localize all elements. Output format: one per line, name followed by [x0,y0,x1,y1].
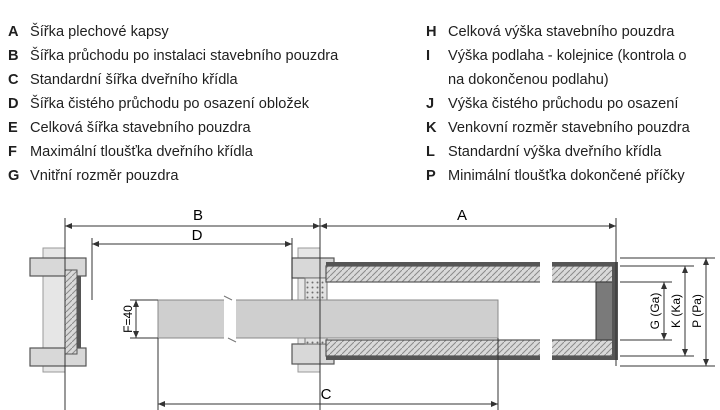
legend-item-c [8,72,238,88]
legend-text: Standardní výška dveřního křídla [448,144,662,160]
legend-key: E [8,120,18,136]
legend-key: L [426,144,435,160]
legend-key: D [8,96,19,112]
dimension-label-d: D [191,227,203,244]
legend-key: P [426,168,436,184]
legend-text: Standardní šířka dveřního křídla [30,72,238,88]
legend [0,0,720,190]
legend-item-i-continued [426,72,609,88]
legend-item-e [8,120,251,136]
dimension-label-c: C [320,386,332,403]
left-jamb [30,248,86,372]
dimension-label-a: A [456,207,468,224]
legend-item-j [426,96,678,112]
legend-text: Šířka plechové kapsy [30,24,169,40]
legend-item-l [426,144,661,160]
legend-key: C [8,72,19,88]
legend-key: J [426,96,435,112]
legend-key: A [8,24,19,40]
legend-item-d [8,96,309,112]
door-leaf [158,296,498,342]
legend-item-i [426,48,687,64]
legend-key: G [8,168,20,184]
legend-text: Výška čistého průchodu po osazení [448,96,679,112]
legend-item-h [426,24,674,40]
legend-text: Celková šířka stavebního pouzdra [30,120,251,136]
legend-text: Venkovní rozměr stavebního pouzdra [448,120,690,136]
legend-key: K [426,120,437,136]
dimension-label-b: B [192,207,204,224]
legend-item-a [8,24,169,40]
legend-item-p [426,168,685,184]
legend-item-f [8,144,253,160]
legend-text: Výška podlaha - kolejnice (kontrola o [448,48,687,64]
legend-key: B [8,48,19,64]
legend-text: Vnitřní rozměr pouzdra [30,168,179,184]
legend-text: Maximální tloušťka dveřního křídla [30,144,253,160]
dimension-label-p: P (Pa) [690,294,704,328]
legend-text: Minimální tloušťka dokončené příčky [448,168,685,184]
legend-item-g [8,168,178,184]
legend-item-k [426,120,690,136]
legend-item-b [8,48,338,64]
legend-text: Šířka čistého průchodu po osazení obložek [30,96,310,112]
legend-key: H [426,24,437,40]
legend-key: I [426,48,431,64]
legend-text: Šířka průchodu po instalaci stavebního pouzdra [30,48,339,64]
dimension-label-g: G (Ga) [648,292,662,330]
legend-text: Celková výška stavebního pouzdra [448,24,675,40]
dimension-label-k: K (Ka) [669,293,683,329]
legend-text: na dokončenou podlahu) [448,72,609,88]
cross-section-diagram [0,196,720,410]
legend-key: F [8,144,17,160]
dimension-label-f: F=40 [121,305,135,333]
